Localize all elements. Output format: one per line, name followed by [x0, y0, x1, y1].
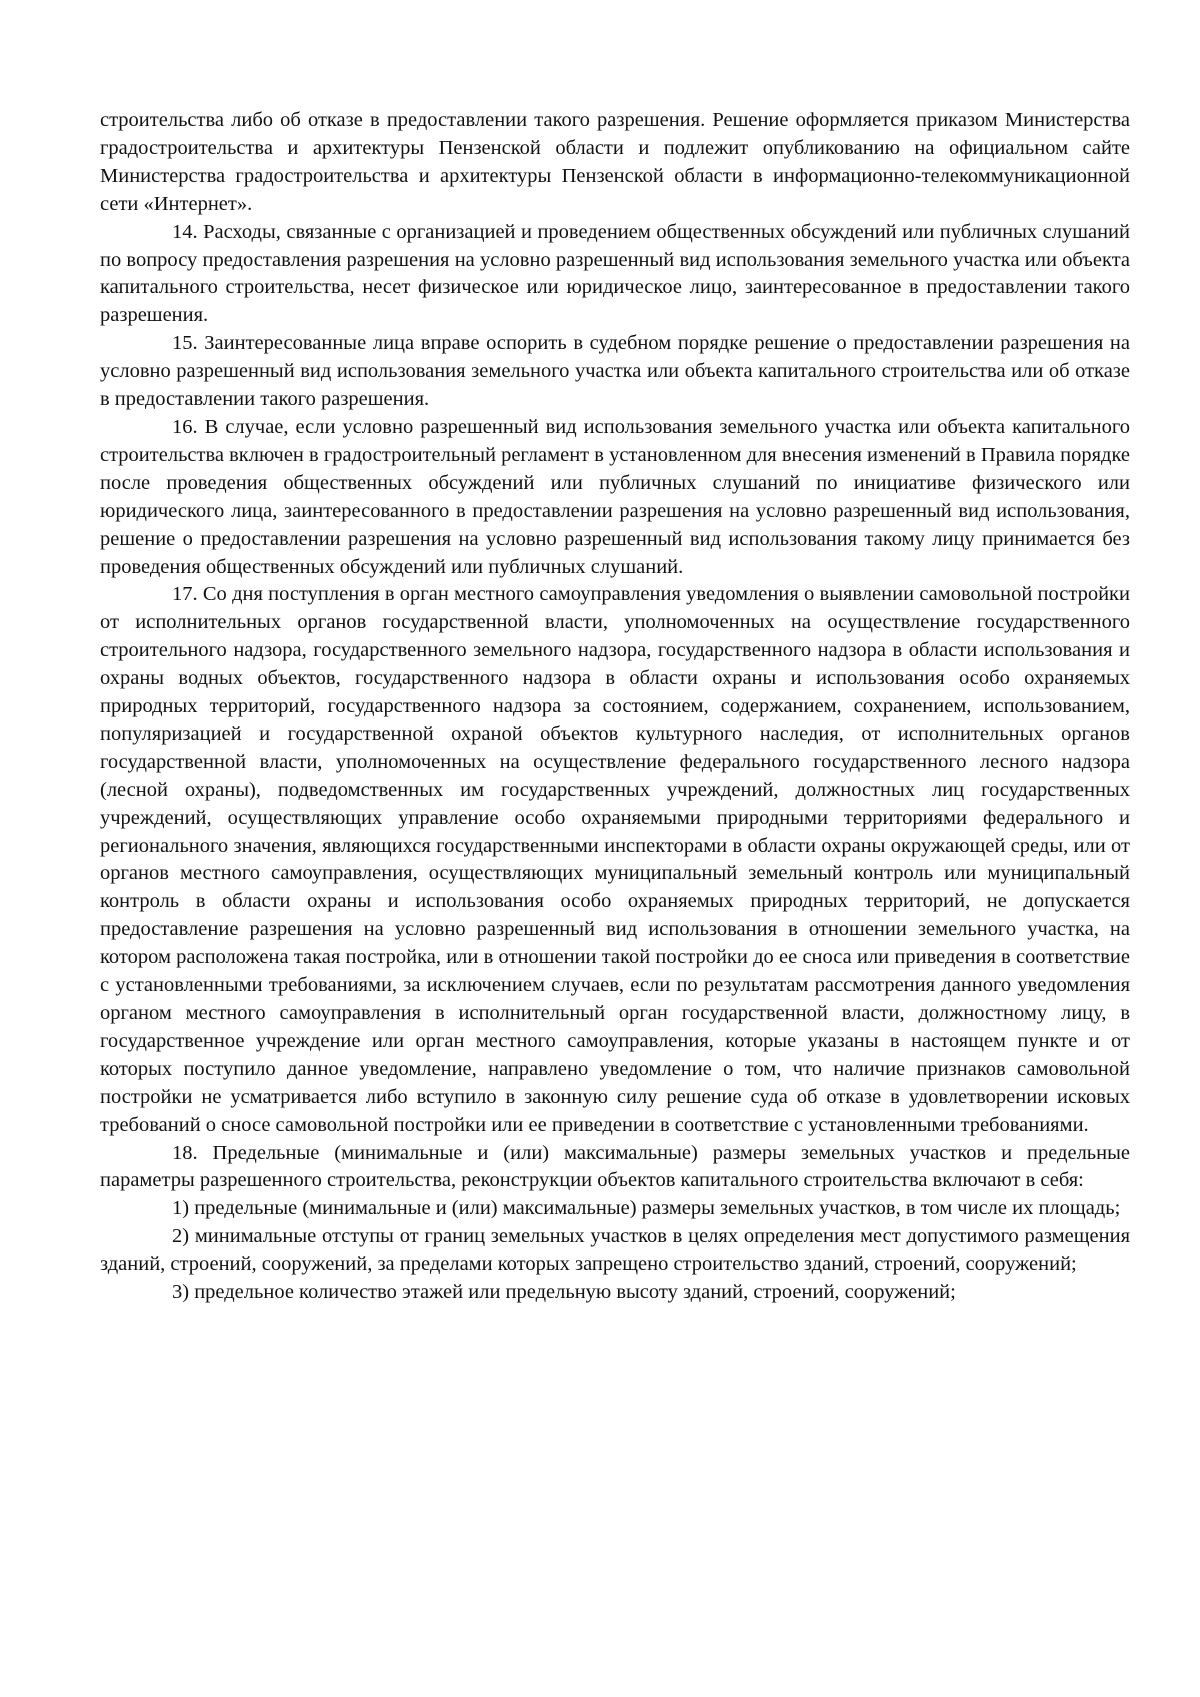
paragraph-14: 14. Расходы, связанные с организацией и проведением общественных обсуждений или публичных слушаний по вопросу предоставления разрешения на условно разрешенный вид использования земельного участка или объекта капитального строительства, несет физическое или юридическое лицо, заинтересованное в предоставлении такого разрешения.	[100, 220, 1130, 327]
list-item-1: 1) предельные (минимальные и (или) максимальные) размеры земельных участков, в том числе их площадь;	[172, 1197, 1121, 1220]
paragraph-16: 16. В случае, если условно разрешенный вид использования земельного участка или объекта капитального строительства включен в градостроительный регламент в установленном для внесения изменений в Правила порядке после проведения общественных обсуждений или публичных слушаний по инициативе физического или юридического лица, заинтересованного в предоставлении разрешения на условно разрешенный вид использования, решение о предоставлении разрешения на условно разрешенный вид использования такому лицу принимается без проведения общественных обсуждений или публичных слушаний.	[100, 415, 1130, 578]
paragraph-15: 15. Заинтересованные лица вправе оспорить в судебном порядке решение о предоставлении разрешения на условно разрешенный вид использования земельного участка или объекта капитального строительства или об отказе в предоставлении такого разрешения.	[100, 332, 1130, 411]
paragraph-13-continuation: строительства либо об отказе в предоставлении такого разрешения. Решение оформляется приказом Министерства градостроительства и архитектуры Пензенской области и подлежит опубликованию на официальном сайте Министерства градостроительства и архитектуры Пензенской области в информационно-телекоммуникационной сети «Интернет».	[100, 109, 1130, 215]
document-page	[100, 107, 1130, 1307]
list-item-3: 3) предельное количество этажей или предельную высоту зданий, строений, сооружений;	[172, 1281, 956, 1304]
paragraph-17: 17. Со дня поступления в орган местного самоуправления уведомления о выявлении самовольной постройки от исполнительных органов государственной власти, уполномоченных на осуществление государственного строительного надзора, государственного земельного надзора, государственного надзора в области использования и охраны водных объектов, государственного надзора в области охраны и использования особо охраняемых природных территорий, государственного надзора за состоянием, содержанием, сохранением, использованием, популяризацией и государственной охраной объектов культурного наследия, от исполнительных органов государственной власти, уполномоченных на осуществление федерального государственного лесного надзора (лесной охраны), подведомственных им государственных учреждений, должностных лиц государственных учреждений, осуществляющих управление особо охраняемыми природными территориями федерального и регионального значения, являющихся государственными инспекторами в области охраны окружающей среды, или от органов местного самоуправления, осуществляющих муниципальный земельный контроль или муниципальный контроль в области охраны и использования особо охраняемых природных территорий, не допускается предоставление разрешения на условно разрешенный вид использования в отношении земельного участка, на котором расположена такая постройка, или в отношении такой постройки до ее сноса или приведения в соответствие с установленными требованиями, за исключением случаев, если по результатам рассмотрения данного уведомления органом местного самоуправления в исполнительный орган государственной власти, должностному лицу, в государственное учреждение или орган местного самоуправления, которые указаны в настоящем пункте и от которых поступило данное уведомление, направлено уведомление о том, что наличие признаков самовольной постройки не усматривается либо вступило в законную силу решение суда об отказе в удовлетворении исковых требований о сносе самовольной постройки или ее приведении в соответствие с установленными требованиями.	[100, 583, 1130, 1136]
list-item-2: 2) минимальные отступы от границ земельных участков в целях определения мест допустимого размещения зданий, строений, сооружений, за пределами которых запрещено строительство зданий, строений, сооружений;	[100, 1225, 1130, 1276]
paragraph-18: 18. Предельные (минимальные и (или) максимальные) размеры земельных участков и предельные параметры разрешенного строительства, реконструкции объектов капитального строительства включают в себя:	[100, 1141, 1130, 1192]
